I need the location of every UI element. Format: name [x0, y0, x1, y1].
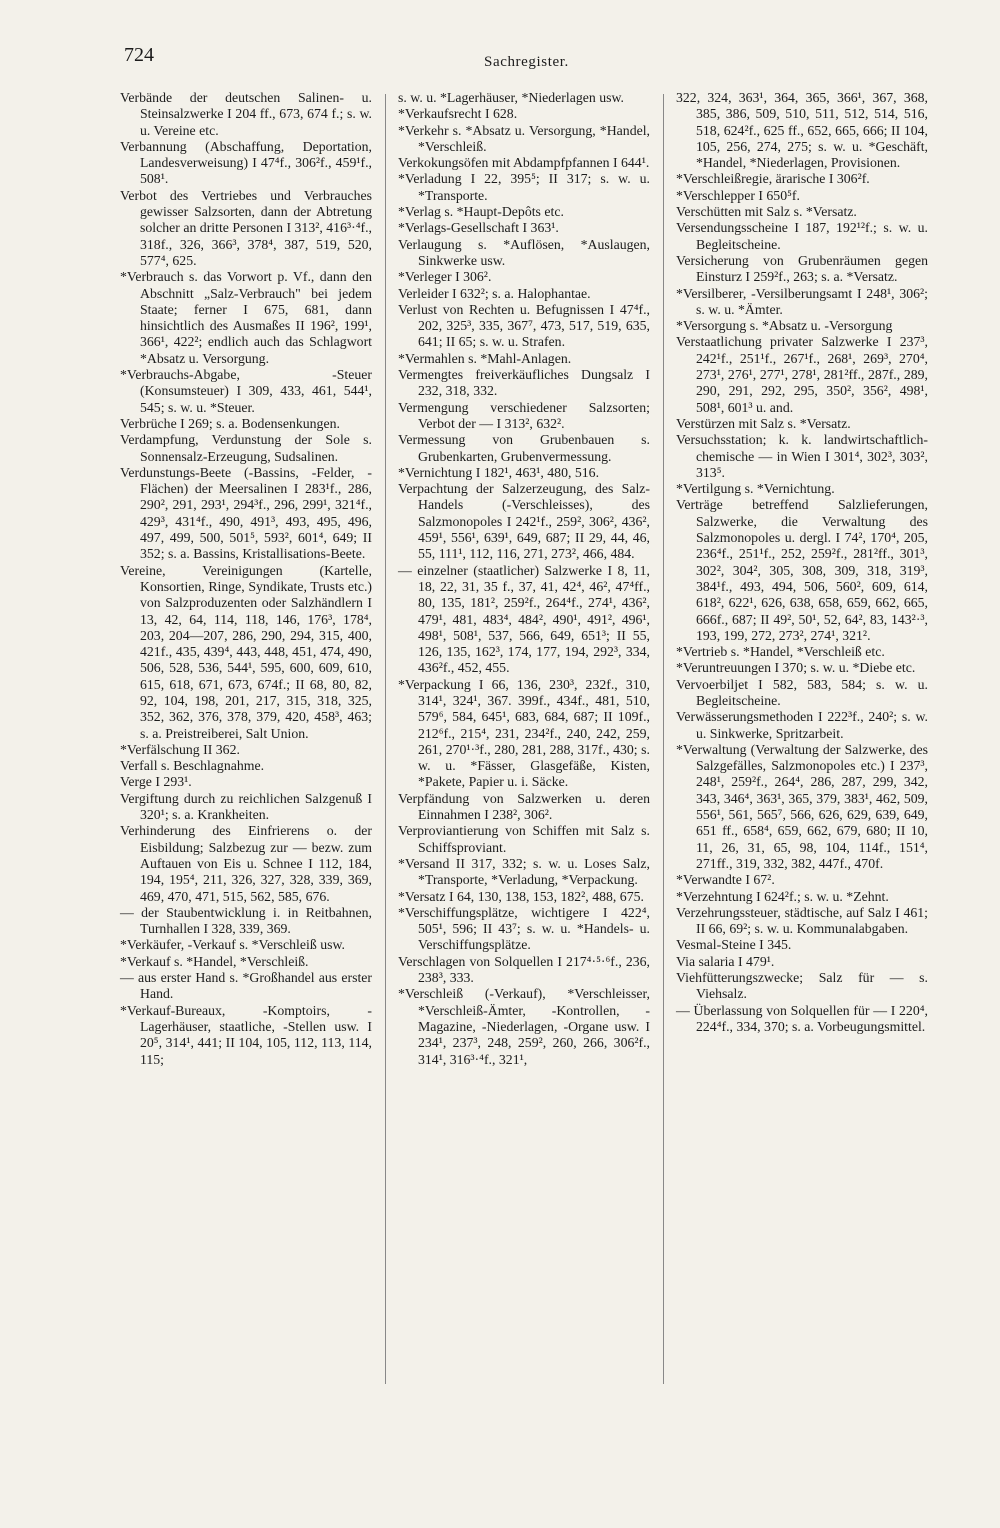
running-header	[0, 44, 1000, 74]
index-entry: Verpfändung von Salzwerken u. deren Einnahmen I 238², 306².	[398, 790, 650, 823]
index-entry: Verbot des Vertriebes und Verbrauches gewisser Salzsorten, dann der Abtretung solcher an dritte Personen I 313², 416³·⁴f., 318f., 326, 366³, 378⁴, 387, 519, 520, 577⁴, 625.	[120, 187, 372, 268]
index-entry: Vergiftung durch zu reichlichen Salzgenuß I 320¹; s. a. Krankheiten.	[120, 790, 372, 823]
index-entry: Verbrüche I 269; s. a. Bodensenkungen.	[120, 415, 340, 431]
index-entry: Vermessung von Grubenbauen s. Grubenkarten, Grubenvermessung.	[398, 432, 650, 464]
index-entry: *Vertilgung s. *Vernichtung.	[676, 481, 835, 497]
index-entry: *Vernichtung I 182¹, 463¹, 480, 516.	[398, 464, 600, 480]
index-entry: Verdunstungs-Beete (-Bassins, -Felder, -Flächen) der Meersalinen I 283¹f., 286, 290², 291, 293¹, 294³f., 296, 299¹, 321⁴f., 429³, 431⁴f., 490, 491³, 493, 495, 496, 497, 499, 500, 501⁵, 593², 601⁴, 649; II 352; s. a. Bassins, Kristallisations-Beete.	[120, 464, 372, 562]
index-entry: — der Staubentwicklung i. in Reitbahnen, Turnhallen I 328, 339, 369.	[120, 904, 372, 937]
column-rule	[663, 94, 664, 1384]
index-entry: *Verschiffungsplätze, wichtigere I 422⁴, 505¹, 596; II 43⁷; s. w. u. *Handels- u. Verschiffungsplätze.	[398, 904, 650, 953]
index-entry: *Verkauf s. *Handel, *Verschleiß.	[120, 953, 309, 969]
index-entry: *Verladung I 22, 395⁵; II 317; s. w. u. *Transporte.	[398, 171, 650, 203]
index-entry: Vervoerbiljet I 582, 583, 584; s. w. u. Begleitscheine.	[676, 676, 928, 708]
index-entry: *Verkaufsrecht I 628.	[398, 106, 518, 122]
column-rule	[385, 94, 386, 1384]
index-entry: *Verlag s. *Haupt-Depôts etc.	[398, 204, 564, 220]
index-entry: Versendungsscheine I 187, 192¹²f.; s. w. u. Begleitscheine.	[676, 220, 928, 252]
index-entry: *Versand II 317, 332; s. w. u. Loses Salz, *Transporte, *Verladung, *Verpackung.	[398, 855, 650, 888]
index-entry: Verstaatlichung privater Salzwerke I 237³, 242¹f., 251¹f., 267¹f., 268¹, 269³, 270⁴, 273¹, 276¹, 277¹, 278¹, 281²ff., 287f., 289, 290, 291, 292, 295, 350², 356², 498¹, 508¹, 601³ u. and.	[676, 334, 928, 415]
index-entry: Verträge betreffend Salzlieferungen, Salzwerke, die Verwaltung des Salzmonopoles u. dergl. I 74², 170⁴, 205, 236⁴f., 251¹f., 252, 259²f., 281²ff., 301³, 302², 304², 305, 308, 309, 318, 319³, 384¹f., 493, 494, 506, 560², 609, 614, 618², 622¹, 626, 638, 658, 659, 662, 665, 666f., 687; II 49², 50¹, 52, 64², 83, 143²·³, 193, 199, 272, 273², 274¹, 321².	[676, 497, 928, 643]
index-entry: *Versorgung s. *Absatz u. -Versorgung	[676, 318, 893, 334]
index-entry: *Verpackung I 66, 136, 230³, 232f., 310, 314¹, 324¹, 367. 399f., 434f., 481, 510, 579⁶, 584, 645¹, 683, 684, 687; II 109f., 212⁶f., 215⁴, 231, 234²f., 240, 242, 259, 261, 270¹·³f., 280, 281, 288, 317f., 430; s. w. u. *Fässer, Glasgefäße, Kisten, *Pakete, Papier u. i. Säcke.	[398, 676, 650, 790]
index-entry: *Verfälschung II 362.	[120, 741, 240, 757]
index-entry: Verlaugung s. *Auflösen, *Auslaugen, Sinkwerke usw.	[398, 236, 650, 268]
index-entry: Verzehrungssteuer, städtische, auf Salz I 461; II 66, 69²; s. w. u. Kommunalabgaben.	[676, 904, 928, 937]
index-column-3	[676, 90, 928, 1035]
index-entry: s. w. u. *Lagerhäuser, *Niederlagen usw.	[398, 90, 624, 105]
index-entry: *Verschleißregie, ärarische I 306²f.	[676, 171, 870, 187]
index-entry: *Verwaltung (Verwaltung der Salzwerke, des Salzgefälles, Salzmonopoles etc.) I 237³, 248¹, 259²f., 264⁴, 286, 287, 299, 342, 343, 346⁴, 363¹, 365, 379, 383¹, 462, 509, 556¹, 561, 565⁷, 566, 626, 629, 639, 649, 651 ff., 658⁴, 659, 662, 679, 680; II 10, 11, 26, 31, 65, 98, 104, 114f., 151⁴, 271ff., 319, 332, 382, 447f., 470f.	[676, 741, 928, 871]
index-entry: Verhinderung des Einfrierens o. der Eisbildung; Salzbezug zur — bezw. zum Auftauen von Eis u. Schnee I 112, 184, 194, 195⁴, 211, 326, 327, 328, 339, 369, 469, 470, 471, 515, 562, 585, 676.	[120, 823, 372, 904]
index-column-2	[398, 90, 650, 1068]
index-entry: *Verbrauchs-Abgabe, -Steuer (Konsumsteuer) I 309, 433, 461, 544¹, 545; s. w. u. *Steuer.	[120, 367, 372, 415]
index-entry: *Versatz I 64, 130, 138, 153, 182², 488, 675.	[398, 888, 644, 904]
index-entry: *Veruntreuungen I 370; s. w. u. *Diebe etc.	[676, 660, 916, 676]
index-entry: Verdampfung, Verdunstung der Sole s. Sonnensalz-Erzeugung, Sudsalinen.	[120, 432, 372, 464]
index-entry: Viehfütterungszwecke; Salz für — s. Viehsalz.	[676, 970, 928, 1002]
index-entry: *Verschlepper I 650⁵f.	[676, 187, 800, 203]
index-entry: *Verleger I 306².	[398, 269, 492, 285]
index-entry: Verschütten mit Salz s. *Versatz.	[676, 204, 857, 220]
index-entry: Verfall s. Beschlagnahme.	[120, 758, 265, 774]
index-entry: *Verbrauch s. das Vorwort p. Vf., dann den Abschnitt „Salz-Verbrauch" bei jedem Staate; ferner I 675, 681, dann hinsichtlich des Ausmaßes II 196², 199¹, 366¹, 422²; endlich auch das Schlagwort *Absatz u. Versorgung.	[120, 269, 372, 366]
index-entry: *Verkauf-Bureaux, -Komptoirs, -Lagerhäuser, staatliche, -Stellen usw. I 20⁵, 314¹, 441; II 104, 105, 112, 113, 114, 115;	[120, 1002, 372, 1067]
index-entry: *Vermahlen s. *Mahl-Anlagen.	[398, 350, 572, 366]
index-entry: — einzelner (staatlicher) Salzwerke I 8, 11, 18, 22, 31, 35 f., 37, 41, 42⁴, 46², 47⁴ff., 80, 135, 181², 259²f., 264⁴f., 274¹, 436², 479¹, 481, 483⁴, 484², 490¹, 491², 496¹, 498¹, 508¹, 537, 566, 649, 651³; II 55, 126, 135, 162³, 174, 177, 194, 292³, 334, 436²f., 452, 455.	[398, 562, 650, 676]
index-entry: Versicherung von Grubenräumen gegen Einsturz I 259²f., 263; s. a. *Versatz.	[676, 252, 928, 285]
index-entry: *Verschleiß (-Verkauf), *Verschleisser, *Verschleiß-Ämter, -Kontrollen, -Magazine, -Niederlagen, -Organe usw. I 234¹, 237³, 248, 259², 260, 266, 306²f., 314¹, 316³·⁴f., 321¹,	[398, 986, 650, 1067]
index-entry: Verlust von Rechten u. Befugnissen I 47⁴f., 202, 325³, 335, 367⁷, 473, 517, 519, 635, 641; II 65; s. w. u. Strafen.	[398, 301, 650, 350]
index-entry: Verwässerungsmethoden I 222³f., 240²; s. w. u. Sinkwerke, Spritzarbeit.	[676, 709, 928, 741]
page-number: 724	[124, 44, 154, 66]
index-entry: Vesmal-Steine I 345.	[676, 937, 792, 953]
index-entry: 322, 324, 363¹, 364, 365, 366¹, 367, 368, 385, 386, 509, 510, 511, 512, 514, 516, 518, 624²f., 625 ff., 652, 665, 666; II 104, 105, 256, 274, 275; s. w. u. *Geschäft, *Handel, *Niederlagen, Provisionen.	[676, 90, 928, 171]
index-entry: *Verkäufer, -Verkauf s. *Verschleiß usw.	[120, 937, 345, 953]
index-entry: Verbannung (Abschaffung, Deportation, Landesverweisung) I 47⁴f., 306²f., 459¹f., 508¹.	[120, 138, 372, 187]
index-entry: Via salaria I 479¹.	[676, 953, 775, 969]
index-entry: Verkokungsöfen mit Abdampfpfannen I 644¹.	[398, 155, 650, 171]
index-entry: Verleider I 632²; s. a. Halophantae.	[398, 285, 591, 301]
index-entry: Verschlagen von Solquellen I 217⁴·⁵·⁶f., 236, 238³, 333.	[398, 953, 650, 986]
index-entry: *Verlags-Gesellschaft I 363¹.	[398, 220, 559, 236]
index-entry: *Vertrieb s. *Handel, *Verschleiß etc.	[676, 644, 885, 660]
index-entry: Verproviantierung von Schiffen mit Salz s. Schiffsproviant.	[398, 823, 650, 855]
index-entry: *Verzehntung I 624²f.; s. w. u. *Zehnt.	[676, 888, 889, 904]
index-entry: Verbände der deutschen Salinen- u. Steinsalzwerke I 204 ff., 673, 674 f.; s. w. u. Vereine etc.	[120, 90, 372, 138]
index-entry: Versuchsstation; k. k. landwirtschaftlich-chemische — in Wien I 301⁴, 302³, 303², 313⁵.	[676, 432, 928, 480]
index-entry: Vereine, Vereinigungen (Kartelle, Konsortien, Ringe, Syndikate, Trusts etc.) von Salzproduzenten oder Salzhändlern I 13, 42, 64, 114, 118, 146, 176³, 178⁴, 203, 204—207, 286, 290, 294, 315, 400, 421f., 435, 439⁴, 443, 448, 451, 474, 490, 506, 528, 536, 544¹, 595, 600, 609, 610, 615, 618, 671, 673, 674f.; II 68, 80, 82, 92, 104, 198, 201, 217, 315, 318, 325, 352, 362, 376, 378, 379, 420, 458³, 463; s. a. Preistreiberei, Salt Union.	[120, 562, 372, 741]
index-entry: *Verwandte I 67².	[676, 872, 775, 888]
index-entry: Verge I 293¹.	[120, 774, 192, 790]
index-entry: Vermengtes freiverkäufliches Dungsalz I 232, 318, 332.	[398, 367, 650, 399]
index-entry: Verstürzen mit Salz s. *Versatz.	[676, 415, 851, 431]
index-entry: *Versilberer, -Versilberungsamt I 248¹, 306²; s. w. u. *Ämter.	[676, 285, 928, 317]
index-column-1	[120, 90, 372, 1068]
index-entry: Vermengung verschiedener Salzsorten; Verbot der — I 313², 632².	[398, 399, 650, 431]
running-title: Sachregister.	[484, 54, 569, 70]
index-entry: *Verkehr s. *Absatz u. Versorgung, *Handel, *Verschleiß.	[398, 122, 650, 154]
index-entry: — aus erster Hand s. *Großhandel aus erster Hand.	[120, 970, 372, 1002]
index-entry: — Überlassung von Solquellen für — I 220⁴, 224⁴f., 334, 370; s. a. Vorbeugungsmittel.	[676, 1002, 928, 1034]
index-entry: Verpachtung der Salzerzeugung, des Salz-Handels (-Verschleisses), des Salzmonopoles I 242¹f., 259², 306², 436², 459¹, 556¹, 639¹, 649, 687; II 29, 44, 46, 55, 111¹, 112, 116, 271, 273², 466, 484.	[398, 481, 650, 562]
